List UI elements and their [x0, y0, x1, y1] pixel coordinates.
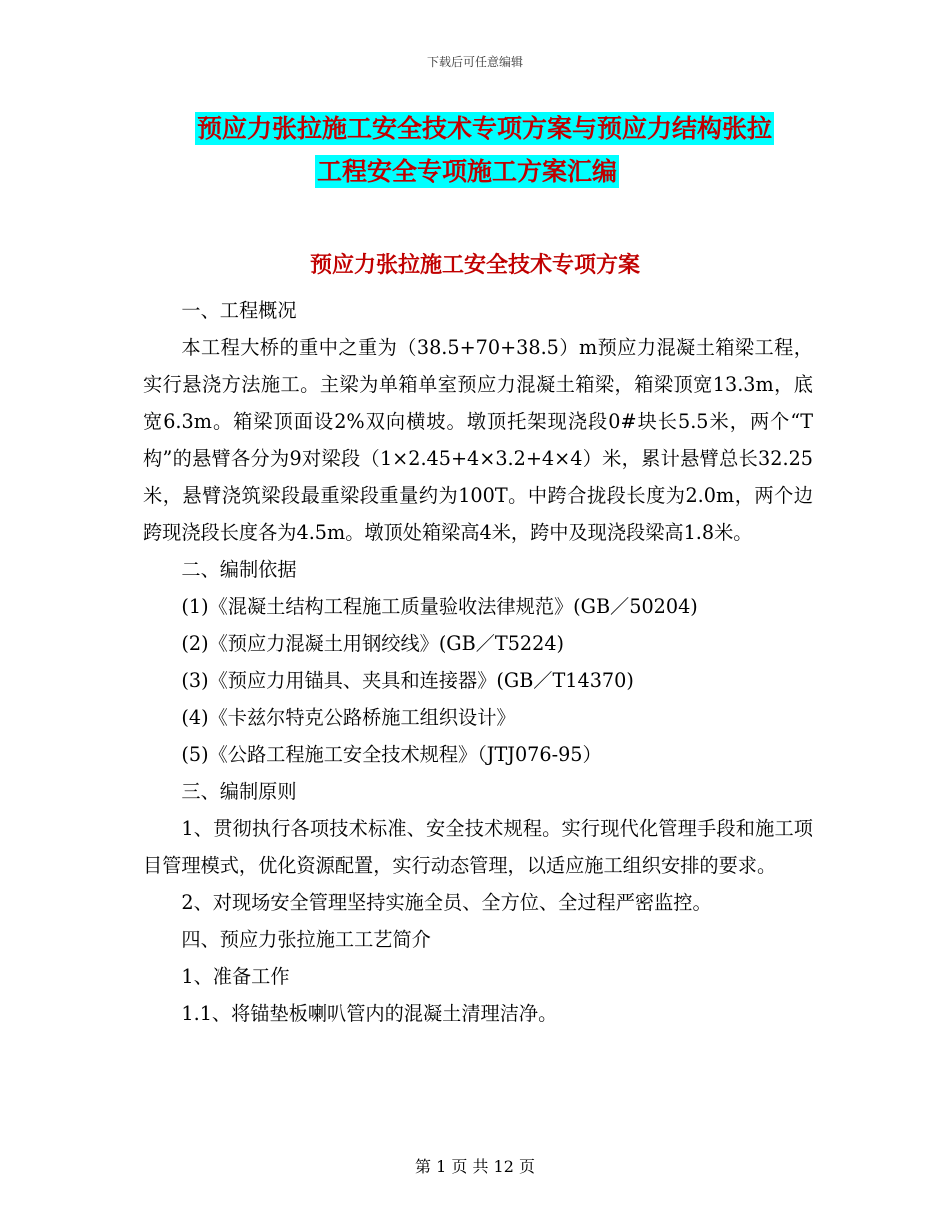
title-line-1-text: 预应力张拉施工安全技术专项方案与预应力结构张拉: [197, 114, 773, 143]
basis-item-1: (1)《混凝土结构工程施工质量验收法律规范》(GB／50204): [181, 595, 698, 618]
principle-item-1: 1、贯彻执行各项技术标准、安全技术规程。实行现代化管理手段和施工项目管理模式，优化资源配置，实行动态管理，以适应施工组织安排的要求。: [143, 817, 813, 877]
basis-item-3: (3)《预应力用锚具、夹具和连接器》(GB／T14370): [181, 669, 634, 692]
heading-project-overview: 一、工程概况: [181, 299, 297, 322]
heading-principles: 三、编制原则: [181, 780, 297, 803]
document-body: [143, 292, 813, 1032]
basis-item-5: (5)《公路工程施工安全技术规程》（JTJ076-95）: [181, 743, 602, 766]
document-title-line-1: [145, 113, 875, 145]
principle-item-2: 2、对现场安全管理坚持实施全员、全方位、全过程严密监控。: [181, 891, 712, 914]
heading-basis: 二、编制依据: [181, 558, 297, 581]
paragraph-project-overview: 本工程大桥的重中之重为（38.5+70+38.5）m预应力混凝土箱梁工程，实行悬浇方法施工。主梁为单箱单室预应力混凝土箱梁，箱梁顶宽13.3m，底宽6.3m。箱梁顶面设2%双向横坡。墩顶托架现浇段0#块长5.5米，两个“T构”的悬臂各分为9对梁段（1×2.45+4×3.2+4×4）米，累计悬臂总长32.25米，悬臂浇筑梁段最重梁段重量约为100T。中跨合拢段长度为2.0m，两个边跨现浇段长度各为4.5m。墩顶处箱梁高4米，跨中及现浇段梁高1.8米。: [143, 336, 813, 544]
subheading-preparation: 1、准备工作: [181, 965, 290, 988]
basis-item-2: (2)《预应力混凝土用钢绞线》(GB／T5224): [181, 632, 565, 655]
preparation-item-1-1: 1.1、将锚垫板喇叭管内的混凝土清理洁净。: [181, 1002, 558, 1025]
page-footer: 第 1 页 共 12 页: [415, 1157, 535, 1176]
heading-process-intro: 四、预应力张拉施工工艺简介: [181, 928, 431, 951]
basis-item-4: (4)《卡兹尔特克公路桥施工组织设计》: [181, 706, 516, 729]
section-title: 预应力张拉施工安全技术专项方案: [309, 253, 640, 278]
header-note: 下载后可任意编辑: [426, 55, 523, 69]
document-title-line-2: [145, 156, 950, 188]
title-line-2-text: 工程安全专项施工方案汇编: [317, 157, 618, 186]
